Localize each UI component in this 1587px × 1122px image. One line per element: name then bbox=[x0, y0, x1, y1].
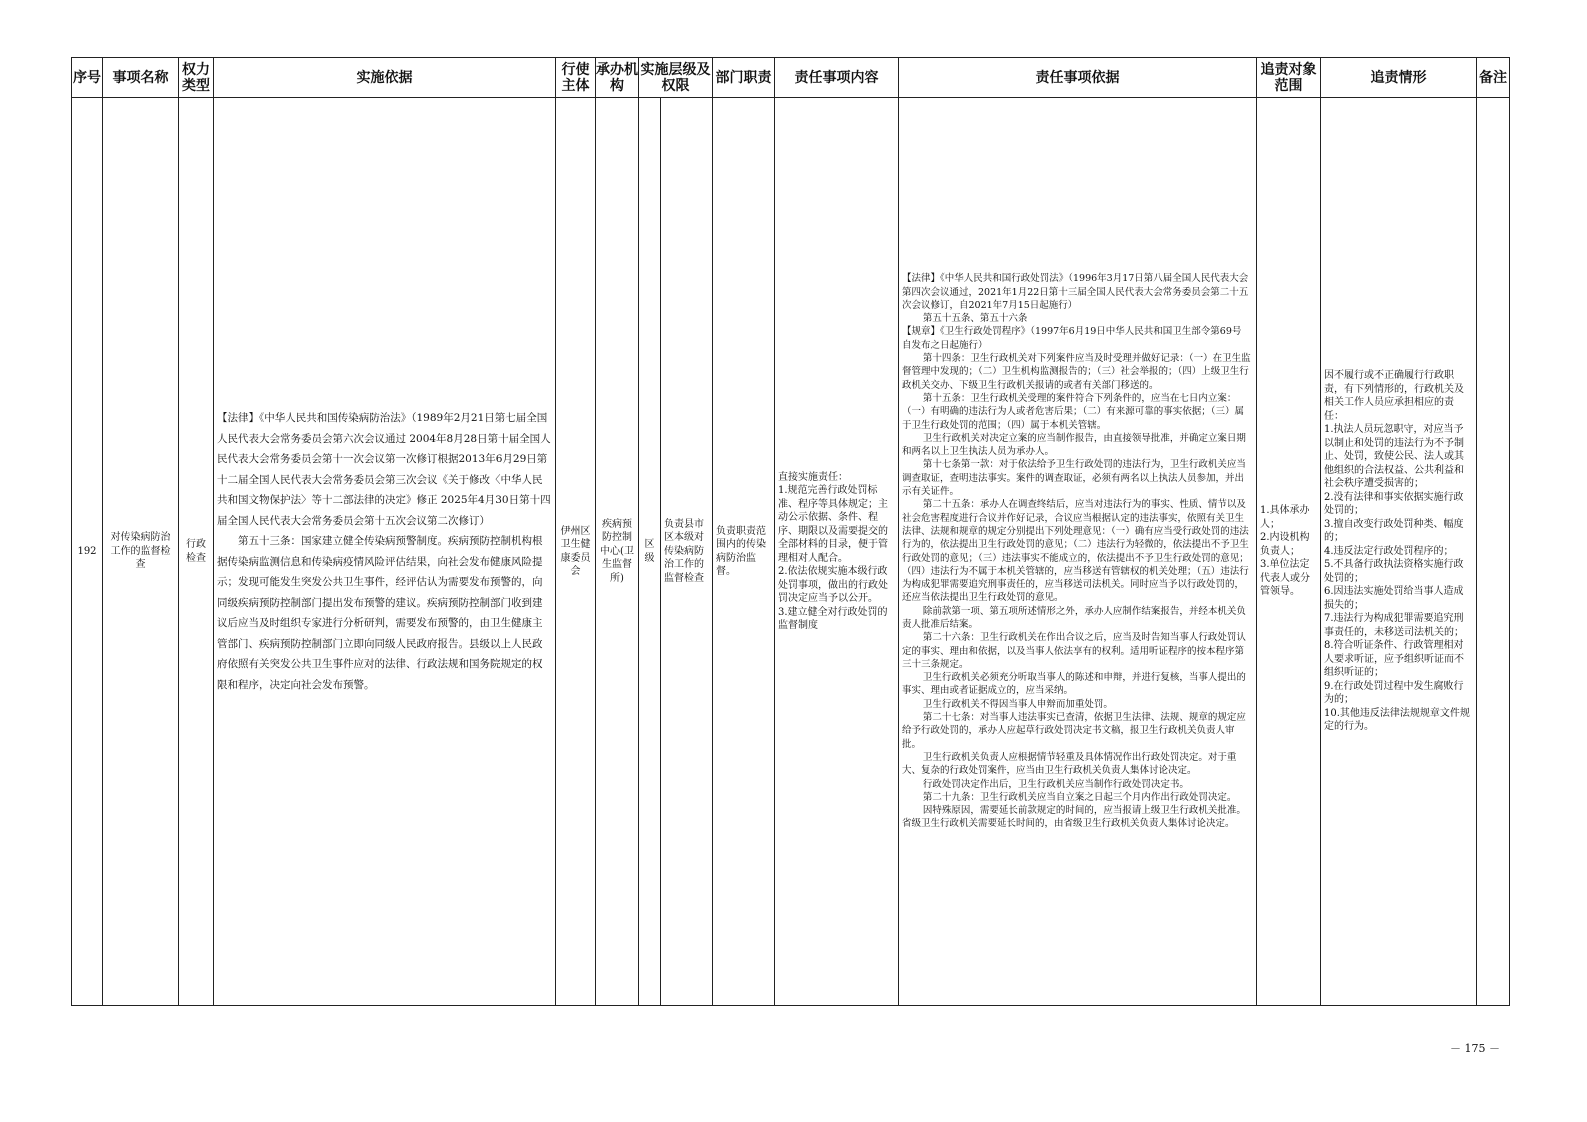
cell-acc-cases bbox=[1321, 98, 1477, 1006]
header-basis: 实施依据 bbox=[214, 58, 556, 98]
cell-subject: 伊州区卫生健康委员会 bbox=[556, 98, 596, 1006]
acc-scope-line: 1.具体承办人； bbox=[1260, 505, 1310, 530]
header-power-type: 权力类型 bbox=[179, 58, 214, 98]
resp-basis-para: 第十五条：卫生行政机关受理的案件符合下列条件的，应当在七日内立案：（一）有明确的违法行为人或者危害后果；（二）有来源可靠的事实依据；（三）属于卫生行政处罚的范围；（四）属于本机关管辖。 bbox=[902, 392, 1245, 431]
header-subject: 行使主体 bbox=[556, 58, 596, 98]
cell-handler: 疾病预防控制中心(卫生监督所) bbox=[596, 98, 639, 1006]
acc-case-line: 因不履行或不正确履行行政职责，有下列情形的，行政机关及相关工作人员应承担相应的责任： bbox=[1324, 370, 1464, 422]
acc-case-line: 4.违反法定行政处罚程序的； bbox=[1324, 545, 1454, 557]
resp-basis-para: 第二十五条：承办人在调查终结后，应当对违法行为的事实、性质、情节以及社会危害程度进行合议并作好记录，合议应当根据认定的违法事实，依照有关卫生法律、法规和规章的规定分别提出下列处理意见：（一）确有应当受行政处罚的违法行为的，依法提出卫生行政处罚的意见；（二）违法行为轻微的，依法提出不予卫生行政处罚的意见；（三）违法事实不能成立的，依法提出不予卫生行政处罚的意见；（四）违法行为不属于本机关管辖的，应当移送有管辖权的机关处理；（五）违法行为构成犯罪需要追究刑事责任的，应当移送司法机关。同时应当予以行政处罚的，还应当依法提出卫生行政处罚的意见。 bbox=[902, 499, 1249, 604]
acc-case-line: 10.其他违反法律法规规章文件规定的行为。 bbox=[1324, 707, 1470, 733]
acc-case-line: 2.没有法律和事实依据实施行政处罚的； bbox=[1324, 491, 1464, 517]
resp-basis-para: 第二十九条：卫生行政机关应当自立案之日起三个月内作出行政处罚决定。 bbox=[922, 791, 1237, 803]
duty-table bbox=[71, 57, 1510, 1006]
resp-content-line: 3.建立健全对行政处罚的监督制度 bbox=[778, 606, 888, 631]
resp-content-line: 直接实施责任： bbox=[778, 471, 848, 483]
header-acc-scope: 追责对象范围 bbox=[1257, 58, 1321, 98]
resp-basis-para: 第二十六条：卫生行政机关在作出合议之后，应当及时告知当事人行政处罚认定的事实、理由和依据，以及当事人依法享有的权利。适用听证程序的按本程序第三十三条规定。 bbox=[902, 632, 1246, 670]
resp-basis-para: 卫生行政机关必须充分听取当事人的陈述和申辩，并进行复核，当事人提出的事实、理由或者证据成立的，应当采纳。 bbox=[902, 672, 1246, 697]
cell-item-name: 对传染病防治工作的监督检查 bbox=[103, 98, 179, 1006]
resp-basis-para: 第五十五条、第五十六条 bbox=[922, 313, 1028, 325]
header-acc-cases: 追责情形 bbox=[1321, 58, 1477, 98]
resp-basis-para: 卫生行政机关负责人应根据情节轻重及具体情况作出行政处罚决定。对于重大、复杂的行政处罚案件，应当由卫生行政机关负责人集体讨论决定。 bbox=[902, 751, 1237, 777]
header-duty: 部门职责 bbox=[713, 58, 775, 98]
page-number: － 175 － bbox=[1450, 1042, 1500, 1055]
resp-basis-para: 因特殊原因，需要延长前款规定的时间的，应当报请上级卫生行政机关批准。省级卫生行政机关需要延长时间的，由省级卫生行政机关负责人集体讨论决定。 bbox=[902, 805, 1246, 830]
header-resp-basis: 责任事项依据 bbox=[899, 58, 1257, 98]
cell-level: 区级 bbox=[639, 98, 661, 1006]
header-row bbox=[72, 58, 1510, 98]
cell-resp-content bbox=[775, 98, 899, 1006]
resp-basis-para: 卫生行政机关对决定立案的应当制作报告，由直接领导批准，并确定立案日期和两名以上卫生执法人员为承办人。 bbox=[902, 432, 1246, 458]
header-handler: 承办机构 bbox=[596, 58, 639, 98]
resp-basis-para: 【规章】《卫生行政处罚程序》（1997年6月19日中华人民共和国卫生部令第69号 自发布之日起施行） bbox=[902, 326, 1242, 351]
resp-basis-para: 卫生行政机关不得因当事人申辩而加重处罚。 bbox=[922, 698, 1113, 710]
acc-case-line: 8.符合听证条件、行政管理相对人要求听证，应予组织听证而不组织听证的； bbox=[1324, 640, 1464, 679]
basis-law: 【法律】《中华人民共和国传染病防治法》（1989年2月21日第七届全国人民代表大会常务委员会第六次会议通过 2004年8月28日第十届全国人民代表大会常务委员会第十一次会议第一次修订根据2013年6月29日第十二届全国人民代表大会常务委员会第三次会议《关于修改〈中华人民共和国文物保护法〉等十二部法律的决定》修正 2025年4月30日第十四届全国人民代表大会常务委员会第十五次会议第二次修订） bbox=[217, 412, 551, 527]
resp-basis-para: 除前款第一项、第五项所述情形之外，承办人应制作结案报告，并经本机关负责人批准后结案。 bbox=[902, 605, 1246, 630]
cell-resp-basis bbox=[899, 98, 1257, 1006]
cell-seq: 192 bbox=[72, 98, 103, 1006]
basis-article: 第五十三条：国家建立健全传染病预警制度。疾病预防控制机构根据传染病监测信息和传染病疫情风险评估结果，向社会发布健康风险提示；发现可能发生突发公共卫生事件，经评估认为需要发布预警的，向同级疾病预防控制部门提出发布预警的建议。疾病预防控制部门收到建议后应当及时组织专家进行分析研判，需要发布预警的，由卫生健康主管部门、疾病预防控制部门立即向同级人民政府报告。县级以上人民政府依照有关突发公共卫生事件应对的法律、行政法规和国务院规定的权限和程序，决定向社会发布预警。 bbox=[217, 535, 543, 691]
cell-remark bbox=[1477, 98, 1510, 1006]
resp-basis-para: 第二十七条：对当事人违法事实已查清，依据卫生法律、法规、规章的规定应给予行政处罚的，承办人应起草行政处罚决定书文稿，报卫生行政机关负责人审批。 bbox=[902, 712, 1246, 750]
acc-case-line: 7.违法行为构成犯罪需要追究刑事责任的，未移送司法机关的； bbox=[1324, 613, 1464, 638]
resp-content-line: 2.依法依规实施本级行政处罚事项，做出的行政处罚决定应当予以公开。 bbox=[778, 566, 888, 604]
header-level: 实施层级及权限 bbox=[639, 58, 713, 98]
table-row bbox=[72, 98, 1510, 1006]
header-remark: 备注 bbox=[1477, 58, 1510, 98]
cell-basis bbox=[214, 98, 556, 1006]
cell-duty: 负责职责范围内的传染病防治监督。 bbox=[713, 98, 775, 1006]
cell-acc-scope bbox=[1257, 98, 1321, 1006]
cell-authority: 负责县市区本级对传染病防治工作的监督检查 bbox=[661, 98, 713, 1006]
acc-scope-line: 2.内设机构负责人； bbox=[1260, 532, 1310, 557]
resp-content-line: 1.规范完善行政处罚标准、程序等具体规定；主动公示依据、条件、程序、期限以及需要提交的全部材料的目录，便于管理相对人配合。 bbox=[778, 485, 888, 564]
resp-basis-para: 【法律】《中华人民共和国行政处罚法》（1996年3月17日第八届全国人民代表大会第四次会议通过，2021年1月22日第十三届全国人民代表大会常务委员会第二十五次会议修订，自2021年7月15日起施行） bbox=[902, 273, 1249, 311]
header-name: 事项名称 bbox=[103, 58, 179, 98]
header-seq: 序号 bbox=[72, 58, 103, 98]
resp-basis-para: 第十四条：卫生行政机关对下列案件应当及时受理并做好记录：（一）在卫生监督管理中发现的；（二）卫生机构监测报告的；（三）社会举报的；（四）上级卫生行政机关交办、下级卫生行政机关报请的或者有关部门移送的。 bbox=[902, 353, 1251, 391]
header-resp-content: 责任事项内容 bbox=[775, 58, 899, 98]
acc-case-line: 3.擅自改变行政处罚种类、幅度的； bbox=[1324, 518, 1464, 544]
cell-power-type: 行政检查 bbox=[179, 98, 214, 1006]
acc-case-line: 5.不具备行政执法资格实施行政处罚的； bbox=[1324, 559, 1464, 584]
acc-scope-line: 3.单位法定代表人或分管领导。 bbox=[1260, 559, 1310, 598]
acc-case-line: 9.在行政处罚过程中发生腐败行为的； bbox=[1324, 680, 1464, 706]
resp-basis-para: 行政处罚决定作出后，卫生行政机关应当制作行政处罚决定书。 bbox=[922, 778, 1189, 790]
acc-case-line: 1.执法人员玩忽职守，对应当予以制止和处罚的违法行为不予制止、处罚，致使公民、法人或其他组织的合法权益、公共利益和社会秩序遭受损害的； bbox=[1324, 424, 1464, 490]
acc-case-line: 6.因违法实施处罚给当事人造成损失的； bbox=[1324, 586, 1464, 611]
resp-basis-para: 第十七条第一款：对于依法给予卫生行政处罚的违法行为，卫生行政机关应当调查取证，查明违法事实。案件的调查取证，必须有两名以上执法人员参加，并出示有关证件。 bbox=[902, 459, 1246, 498]
